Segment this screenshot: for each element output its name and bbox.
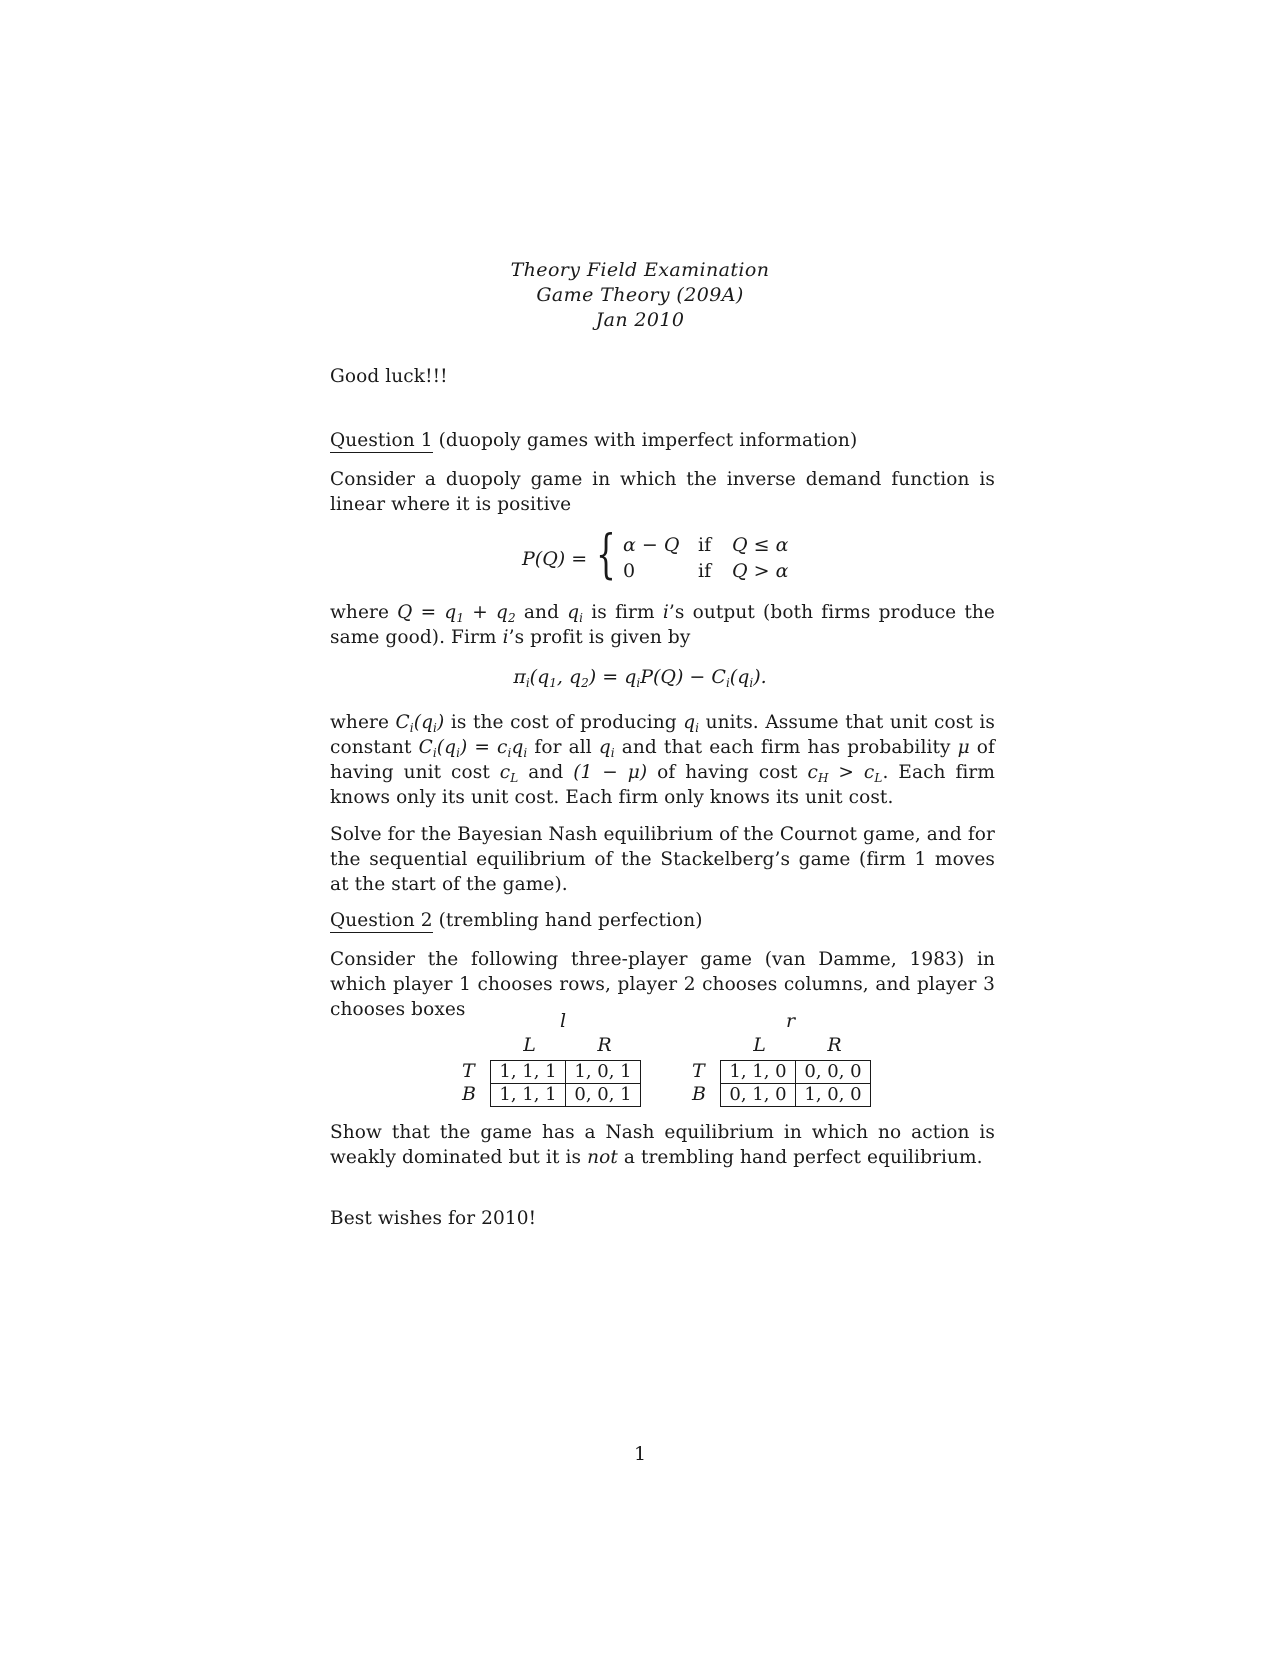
payoff-table bbox=[720, 1060, 871, 1107]
row-header: T bbox=[462, 1060, 475, 1082]
demand-row1-cond: Q ≤ α bbox=[732, 534, 789, 556]
row-header: B bbox=[462, 1083, 476, 1105]
q2-heading-line bbox=[330, 908, 995, 933]
q2-paragraph-1: Consider the following three-player game (van Damme, 1983) in which player 1 chooses rows, player 2 chooses columns, and player 3 chooses boxes bbox=[330, 949, 995, 1020]
demand-row1-if: if bbox=[698, 534, 712, 556]
payoff-cell: 0, 0, 0 bbox=[796, 1061, 871, 1084]
q1-heading: Question 1 bbox=[330, 430, 433, 451]
exam-header bbox=[0, 258, 1280, 333]
exam-date: Jan 2010 bbox=[595, 309, 685, 331]
payoff-cell: 0, 0, 1 bbox=[566, 1084, 641, 1107]
demand-row2-expr: 0 bbox=[623, 560, 636, 582]
game-matrix-r bbox=[0, 1010, 1280, 1110]
payoff-cell: 1, 1, 0 bbox=[721, 1061, 796, 1084]
q2-subtitle: (trembling hand perfection) bbox=[438, 910, 703, 931]
demand-function bbox=[0, 525, 1280, 590]
payoff-cell: 0, 1, 0 bbox=[721, 1084, 796, 1107]
demand-row1-expr: α − Q bbox=[623, 534, 680, 556]
course-name: Game Theory (209A) bbox=[536, 284, 744, 306]
col-header: L bbox=[753, 1034, 766, 1056]
closing-line: Best wishes for 2010! bbox=[330, 1208, 537, 1229]
profit-equation: $\pi_i(q_1$, $q_2) = q_iP(Q) - C_i(q_i)$. bbox=[513, 666, 767, 690]
demand-lhs: P(Q) = bbox=[522, 548, 588, 570]
payoff-cell: 1, 0, 0 bbox=[796, 1084, 871, 1107]
exam-title: Theory Field Examination bbox=[510, 259, 770, 281]
q2-heading: Question 2 bbox=[330, 910, 433, 931]
payoff-cell: 1, 1, 1 bbox=[491, 1061, 566, 1084]
q1-subtitle: (duopoly games with imperfect information) bbox=[438, 430, 858, 451]
payoff-cell: 1, 1, 1 bbox=[491, 1084, 566, 1107]
q1-paragraph-4: Solve for the Bayesian Nash equilibrium of the Cournot game, and for the sequential equilibrium of the Stackelberg’s game (firm 1 moves at the start of the game). bbox=[330, 824, 995, 895]
page-number: 1 bbox=[633, 1443, 647, 1465]
col-header: R bbox=[597, 1034, 612, 1056]
q1-paragraph-1: Consider a duopoly game in which the inverse demand function is linear where it is positive bbox=[330, 469, 995, 515]
q1-heading-line bbox=[330, 428, 995, 453]
demand-row2-cond: Q > α bbox=[732, 560, 789, 582]
game-title: r bbox=[786, 1010, 796, 1032]
game-title: l bbox=[560, 1010, 567, 1032]
left-brace: { bbox=[596, 525, 616, 585]
demand-row2-if: if bbox=[698, 560, 712, 582]
col-header: L bbox=[523, 1034, 536, 1056]
q2-paragraph-2: Show that the game has a Nash equilibrium in which no action is weakly dominated but it is not a trembling hand perfect equilibrium. bbox=[330, 1122, 995, 1168]
greeting: Good luck!!! bbox=[330, 366, 448, 387]
col-header: R bbox=[827, 1034, 842, 1056]
row-header: T bbox=[692, 1060, 705, 1082]
q1-paragraph-3: where $C_i(q_i)$ is the cost of producing $q_i$ units. Assume that unit cost is constant $C_i(q_i) = c_iq_i$ for all $q_i$ and that each firm has probability μ of having unit cost $c_L$ and (1 − μ) of having cost $c_H > c_L$. Each firm knows only its unit cost. Each firm only knows its unit cost. bbox=[330, 712, 996, 808]
q1-paragraph-2: where $Q = q_1 + q_2$ and $q_i$ is firm i’s output (both firms produce the same good). Firm i’s profit is given by bbox=[330, 602, 995, 648]
row-header: B bbox=[692, 1083, 706, 1105]
payoff-cell: 1, 0, 1 bbox=[566, 1061, 641, 1084]
